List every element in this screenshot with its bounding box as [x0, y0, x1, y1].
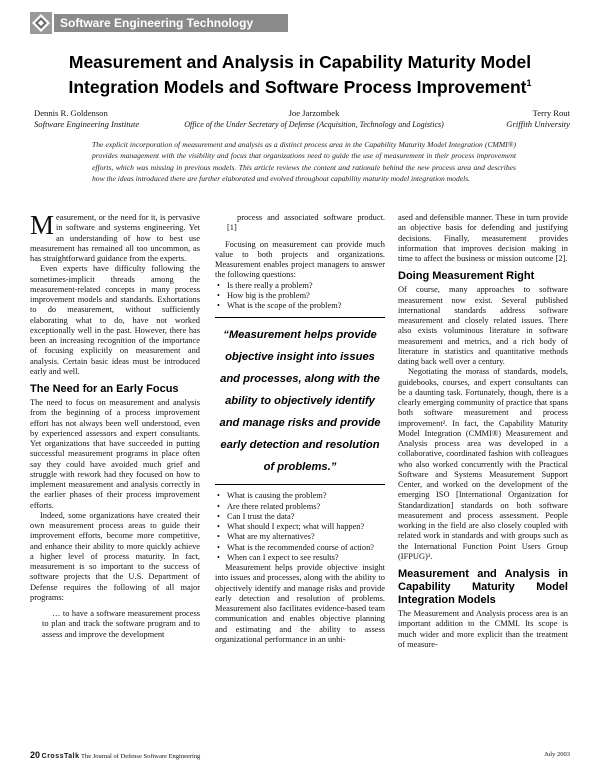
- author-affiliation: Software Engineering Institute: [34, 119, 140, 129]
- list-item: • Are there related problems?: [227, 502, 385, 512]
- column-2: [215, 213, 385, 645]
- page-number: 20: [30, 750, 41, 760]
- paragraph: Of course, many approaches to software measurement now exist. Several published international standards address software measurement and closely related issues. There also exists voluminous literature in software measurement and metrics, and a rich body of literature in statistics and quantitative methods dating back well over a century.: [398, 285, 568, 366]
- author-rout: [506, 108, 570, 130]
- magazine-brand: CrossTalk: [41, 753, 80, 760]
- section-heading-doing-measurement: Doing Measurement Right: [398, 270, 535, 283]
- list-item: • What is the scope of the problem?: [227, 301, 385, 311]
- question-list-2: [215, 491, 385, 563]
- list-item: • Can I trust the data?: [227, 512, 385, 522]
- section-heading-early-focus: The Need for an Early Focus: [30, 383, 179, 395]
- author-affiliation: Office of the Under Secretary of Defense (Acquisition, Technology and Logistics): [184, 120, 444, 129]
- section-label: Software Engineering Technology: [54, 14, 288, 32]
- list-item: • What is causing the problem?: [227, 491, 385, 501]
- section-header: [30, 12, 570, 34]
- question-list-1: [215, 281, 385, 312]
- author-name: Dennis R. Goldenson: [34, 108, 108, 118]
- list-item: • When can I expect to see results?: [227, 553, 385, 563]
- author-name: Joe Jarzombek: [288, 108, 340, 118]
- author-jarzombek: [164, 108, 464, 130]
- article-title: [30, 52, 570, 98]
- pull-quote: “Measurement helps provide objective insight into issues and processes, along with the ability to objectively identify and manage risks and provide early detection and resolution of problems.”: [215, 317, 385, 485]
- list-item: • What are my alternatives?: [227, 532, 385, 542]
- block-quote-continued: process and associated software product. [1]: [227, 213, 385, 233]
- title-line-2: [30, 73, 570, 98]
- list-item: • Is there really a problem?: [227, 281, 385, 291]
- paragraph: Measurement helps provide objective insight into issues and processes, along with the ability to objectively identify and manage risks and provide early detection and resolution of problems. Measurement also facilitates evidence-based team communication and enables objective planning and estimating and the ability to assess organizational performance in an unbi-: [215, 563, 385, 644]
- block-quote: … to have a software measurement process to plan and track the software program and to assess and improve the development: [42, 609, 200, 639]
- paragraph: Even experts have difficulty following the sometimes-implicit threads among the measurement-related concepts in many process improvement models and standards. Exhortations to do measurement, without sufficiently elaborating what to do, have not worked exceptionally well in the past. However, there has been an increasing recognition of the importance of focusing explicitly on measurement and analysis. Certain basic ideas must be introduced early and well.: [30, 264, 200, 376]
- title-footnote-mark: 1: [526, 78, 532, 88]
- issue-date: July 2003: [544, 751, 570, 758]
- list-item: • How big is the problem?: [227, 291, 385, 301]
- paragraph: Negotiating the morass of standards, models, guidebooks, courses, and expert consultants can be a daunting task. Fortunately, though, there is a clearly emerging community of practice that spans both software measurement and process improvement². In fact, the Capability Maturity Model Integration (CMMI®) Measurement and Analysis process area was developed in a collaborative, coordinated fashion with colleagues who also worked concurrently with the Practical Software and Systems Measurement Support Center, and worked on the development of the emerging ISO [International Organization for Standardization] standards on both software measurement and process assessment. People working in the field are also closely coupled with related work in standards and with groups such as the International Function Point Users Group (IFPUG)³.: [398, 367, 568, 561]
- paragraph: The Measurement and Analysis process area is an important addition to the CMMI. Its scope is much wider and more explicit than the treatment of measure-: [398, 609, 568, 649]
- intro-paragraph: [30, 210, 200, 264]
- title-line-1: Measurement and Analysis in Capability Maturity Model: [68, 52, 532, 72]
- abstract: The explicit incorporation of measurement and analysis as a distinct process area in the Capability Maturity Model Integration (CMMI®) provides management with the visibility and focus that organizations need to guide the use of measurement in their process improvement efforts, which was missing in previous models. This article reviews the content and rationale behind the new process area and describes how the ideas introduced there are further elaborated and evolved throughout capability maturity model integration models.: [92, 140, 516, 183]
- column-3: [398, 213, 568, 650]
- drop-cap: M: [30, 210, 55, 240]
- paragraph: Focusing on measurement can provide much value to both projects and organizations. Measurement enables project managers to answer the following questions:: [215, 239, 385, 280]
- journal-logo-icon: [30, 12, 52, 34]
- list-item: • What should I expect; what will happen?: [227, 522, 385, 532]
- author-affiliation: Griffith University: [506, 119, 570, 129]
- author-goldenson: [34, 108, 139, 130]
- paragraph: Indeed, some organizations have created their own measurement process areas to guide their improvement efforts, become more competitive, and enhance their ability to more quickly achieve a higher level of process maturity. In fact, measurement is so important to the success of software projects that the U.S. Department of Defense requires the following of all major programs:: [30, 510, 200, 602]
- paragraph: The need to focus on measurement and analysis from the beginning of a process improvement effort has not always been well understood, even by experienced assessors and expert consultants. Yet organizations that have succeeded in putting successful measurement programs in place often say they could have avoided much grief and struggle with rework had they focused on how to implement measurement and analysis correctly in the earlier phases of their process improvement efforts.: [30, 398, 200, 510]
- author-name: Terry Rout: [532, 108, 570, 118]
- column-1: [30, 210, 200, 640]
- list-item: • What is the recommended course of action?: [227, 543, 385, 553]
- paragraph: ased and defensible manner. These in turn provide an objective basis for defending and justifying decisions. Finally, measurement provides information that improves decision making in time to affect the business or mission outcome [2].: [398, 213, 568, 263]
- journal-name: The Journal of Defense Software Engineering: [81, 753, 201, 760]
- title-line-2-text: Integration Models and Software Process Improvement: [68, 76, 527, 97]
- section-heading-measurement-analysis: Measurement and Analysis in Capability Maturity Model Integration Models: [398, 568, 568, 606]
- intro-text: easurement, or the need for it, is pervasive in software and systems engineering. Yet an understanding of how to best use measurement has remained all too uncommon, as has straightforward guidance from the experts.: [30, 213, 200, 263]
- page-footer: [30, 748, 570, 762]
